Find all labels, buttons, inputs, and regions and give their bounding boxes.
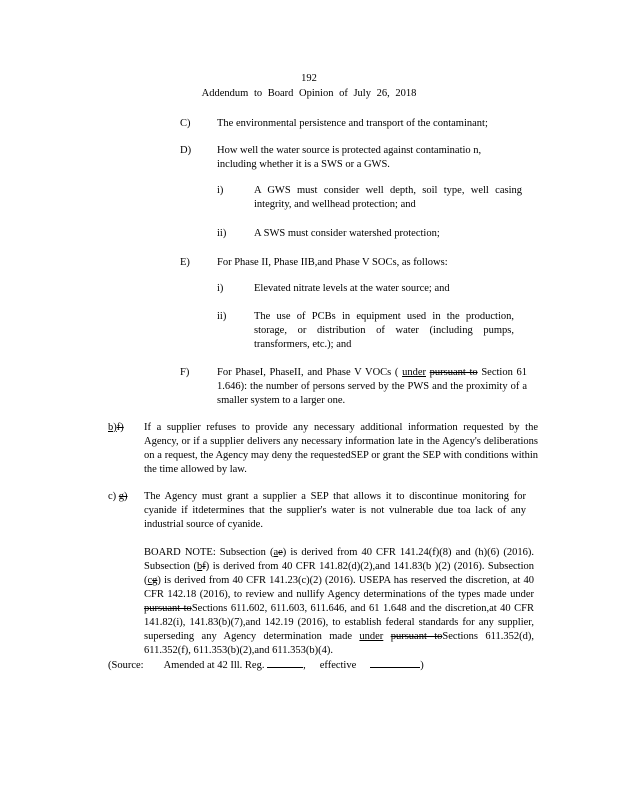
para-c-label-deleted: g) bbox=[118, 491, 128, 502]
board-note-deleted-pursuant-to-2: pursuant to bbox=[390, 631, 443, 642]
board-note bbox=[144, 546, 534, 658]
board-note-deleted-e: e bbox=[278, 547, 283, 558]
item-e-ii-label: ii) bbox=[217, 311, 227, 322]
item-d-ii-label: ii) bbox=[217, 228, 227, 239]
board-note-inserted-c: c bbox=[147, 575, 153, 586]
board-note-text-3: ) is derived from 40 CFR 141.82(d)(2),and 141.83(b )(2) (2016). Subsection ( bbox=[144, 561, 535, 586]
para-b-text: If a supplier refuses to provide any necessary additional information requested by the Agency, or if a supplier delivers any necessary information late in the Agency's deliberations on a request, the Agency may deny the requestedSEP or grant the SEP with conditions within the time allowed by law. bbox=[144, 422, 538, 475]
board-note-deleted-f: f bbox=[202, 561, 206, 572]
item-e-ii-text: The use of PCBs in equipment used in the production, storage, or distribution of water (including pumps, transformers, etc.); and bbox=[254, 311, 514, 350]
source-reg-page-blank bbox=[267, 657, 303, 668]
item-f-text bbox=[217, 366, 527, 408]
page-number: 192 bbox=[301, 73, 317, 84]
item-d-i-text: A GWS must consider well depth, soil type, well casing integrity, and wellhead protection; and bbox=[254, 185, 522, 210]
item-d-i-label: i) bbox=[217, 185, 224, 196]
para-b-label-inserted: b) bbox=[108, 422, 117, 433]
board-note-inserted-under: under bbox=[359, 631, 384, 642]
item-f-label: F) bbox=[180, 367, 190, 378]
board-note-inserted-b: b bbox=[197, 561, 203, 572]
source-effective-date-blank bbox=[370, 657, 420, 668]
document-title: Addendum to Board Opinion of July 26, 2018 bbox=[201, 88, 417, 99]
item-d-label: D) bbox=[180, 145, 192, 156]
item-f-deleted-pursuant-to: pursuant to bbox=[429, 367, 478, 378]
item-c-label: C) bbox=[180, 118, 191, 129]
board-note-text-6: Sections 611.352(d), 611.352(f), 611.353(b)(2),and 611.353(b)(4). bbox=[144, 631, 534, 656]
para-c-text: The Agency must grant a supplier a SEP that allows it to discontinue monitoring for cyanide if itdetermines that the supplier's water is not vulnerable due toa lack of any industrial source of cyanide. bbox=[144, 491, 526, 530]
board-note-text-4: ) is derived from 40 CFR 141.23(c)(2) (2016). USEPA has reserved the discretion, at 40 CFR 142.18 (2016), to review and nullify Agency determinations of the types made under bbox=[144, 575, 534, 600]
board-note-deleted-g: g bbox=[152, 575, 158, 586]
para-c-label bbox=[108, 490, 128, 504]
source-close: ) bbox=[420, 660, 424, 671]
item-d-ii-text: A SWS must consider watershed protection; bbox=[254, 228, 440, 239]
source-line bbox=[108, 657, 424, 673]
source-open: (Source: bbox=[108, 660, 144, 671]
item-f-inserted-under: under bbox=[402, 367, 426, 378]
board-note-text-5: Sections 611.602, 611.603, 611.646, and 61 1.648 and the discretion,at 40 CFR 141.82(i), 141.83(b)(7),and 142.19 (2016), to establish federal standards for any supplier, superseding any Agency determination made bbox=[144, 603, 535, 642]
item-e-label: E) bbox=[180, 257, 190, 268]
source-amended: Amended at 42 Ill. Reg. bbox=[163, 660, 265, 671]
para-c-label-plain: c) bbox=[108, 491, 119, 502]
item-d-line-1: How well the water source is protected against contaminatio n, bbox=[217, 145, 482, 156]
item-d-line-2: including whether it is a SWS or a GWS. bbox=[217, 159, 390, 170]
item-e-i-text: Elevated nitrate levels at the water source; and bbox=[254, 283, 450, 294]
source-comma: , bbox=[303, 660, 306, 671]
item-e-text: For Phase II, Phase IIB,and Phase V SOCs, as follows: bbox=[217, 257, 448, 268]
item-f-text-b: Section 61 1.646): the number of persons served by the PWS and the proximity of a smaller system to a larger one. bbox=[217, 367, 528, 406]
para-b-label-deleted: f) bbox=[116, 422, 124, 433]
item-c-text: The environmental persistence and transport of the contaminant; bbox=[217, 118, 488, 129]
para-b-label bbox=[108, 421, 124, 435]
board-note-text-1: BOARD NOTE: Subsection ( bbox=[144, 547, 274, 558]
item-e-i-label: i) bbox=[217, 283, 224, 294]
item-f-text-a: For PhaseI, PhaseII, and Phase V VOCs ( bbox=[217, 367, 403, 378]
board-note-text-2: ) is derived from 40 CFR 141.24(f)(8) and (h)(6) (2016). Subsection ( bbox=[144, 547, 534, 572]
source-effective: effective bbox=[319, 660, 357, 671]
board-note-inserted-a: a bbox=[273, 547, 279, 558]
item-d-text bbox=[217, 144, 522, 172]
board-note-deleted-pursuant-to-1: pursuant to bbox=[144, 603, 192, 614]
